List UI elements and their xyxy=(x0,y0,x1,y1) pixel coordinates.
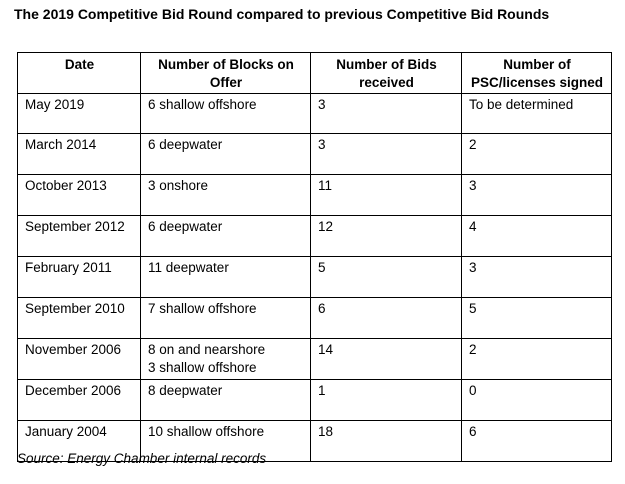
blocks-cell xyxy=(141,380,311,421)
table-row xyxy=(18,94,612,134)
signed-cell: 3 xyxy=(462,257,612,298)
date-cell: March 2014 xyxy=(18,134,141,175)
date-cell: February 2011 xyxy=(18,257,141,298)
blocks-cell xyxy=(141,175,311,216)
blocks-line: 10 shallow offshore xyxy=(148,424,265,439)
signed-cell: 6 xyxy=(462,421,612,462)
signed-cell: 2 xyxy=(462,134,612,175)
blocks-cell xyxy=(141,298,311,339)
column-header-date: Date xyxy=(18,53,141,94)
date-cell: November 2006 xyxy=(18,339,141,380)
blocks-cell xyxy=(141,94,311,134)
bids-cell: 12 xyxy=(311,216,462,257)
bids-cell: 6 xyxy=(311,298,462,339)
table-title: The 2019 Competitive Bid Round compared to previous Competitive Bid Rounds xyxy=(14,6,550,22)
blocks-cell xyxy=(141,216,311,257)
date-cell: December 2006 xyxy=(18,380,141,421)
header-row xyxy=(18,53,612,94)
blocks-cell xyxy=(141,134,311,175)
bids-cell: 1 xyxy=(311,380,462,421)
date-cell: January 2004 xyxy=(18,421,141,462)
signed-cell: 0 xyxy=(462,380,612,421)
bids-cell: 11 xyxy=(311,175,462,216)
signed-cell: 3 xyxy=(462,175,612,216)
column-header-bids: Number of Bids received xyxy=(311,53,462,94)
table-row xyxy=(18,216,612,257)
table-row xyxy=(18,380,612,421)
blocks-line: 8 deepwater xyxy=(148,383,223,398)
table-row xyxy=(18,339,612,380)
source-note: Source: Energy Chamber internal records xyxy=(17,451,267,466)
table-row xyxy=(18,298,612,339)
blocks-cell xyxy=(141,257,311,298)
bids-cell: 18 xyxy=(311,421,462,462)
column-header-blocks: Number of Blocks on Offer xyxy=(141,53,311,94)
signed-cell: 5 xyxy=(462,298,612,339)
signed-cell: To be determined xyxy=(462,94,612,134)
bids-cell: 14 xyxy=(311,339,462,380)
date-cell: October 2013 xyxy=(18,175,141,216)
blocks-cell xyxy=(141,339,311,380)
date-cell: September 2010 xyxy=(18,298,141,339)
blocks-line: 7 shallow offshore xyxy=(148,301,257,316)
column-header-signed: Number of PSC/licenses signed xyxy=(462,53,612,94)
blocks-line: 11 deepwater xyxy=(148,260,229,275)
blocks-line: 8 on and nearshore xyxy=(148,342,266,357)
bid-rounds-table xyxy=(17,52,612,462)
bids-cell: 3 xyxy=(311,94,462,134)
table-row xyxy=(18,257,612,298)
table-row xyxy=(18,175,612,216)
blocks-line: 6 deepwater xyxy=(148,137,223,152)
blocks-line: 6 shallow offshore xyxy=(148,97,257,112)
blocks-line: 3 onshore xyxy=(148,178,209,193)
signed-cell: 2 xyxy=(462,339,612,380)
bids-cell: 3 xyxy=(311,134,462,175)
bids-cell: 5 xyxy=(311,257,462,298)
table-row xyxy=(18,134,612,175)
date-cell: May 2019 xyxy=(18,94,141,134)
signed-cell: 4 xyxy=(462,216,612,257)
date-cell: September 2012 xyxy=(18,216,141,257)
blocks-line: 6 deepwater xyxy=(148,219,223,234)
blocks-line-2: 3 shallow offshore xyxy=(148,360,257,375)
